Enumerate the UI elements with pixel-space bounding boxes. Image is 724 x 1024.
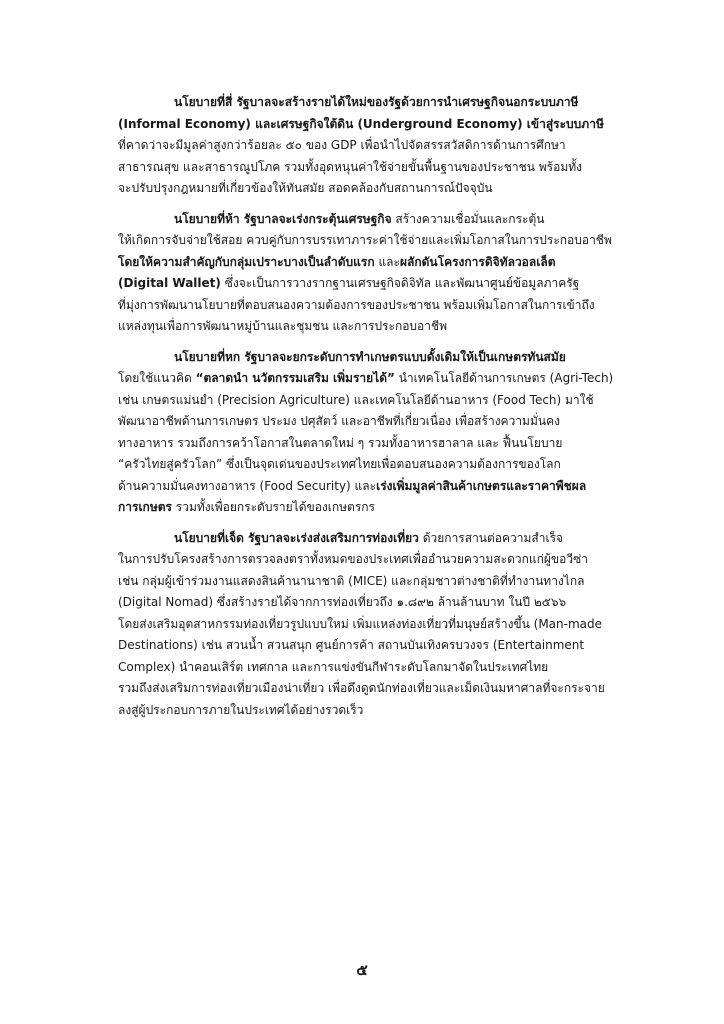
bold-text: นโยบายที่เจ็ด รัฐบาลจะเร่งส่งเสริมการท่องเที่ยว xyxy=(174,530,419,545)
body-text: รวมถึงส่งเสริมการท่องเที่ยวเมืองน่าเที่ยว เพื่อดึงดูดนักท่องเที่ยวและเม็ดเงินมหาศาลที่จะกระจาย xyxy=(118,681,605,695)
text-line xyxy=(118,178,614,200)
policy-paragraph xyxy=(118,209,614,338)
body-text: โดยใช้แนวคิด xyxy=(118,371,196,385)
text-line xyxy=(118,230,614,252)
text-line xyxy=(118,92,614,114)
text-line xyxy=(118,157,614,179)
document-body xyxy=(118,92,614,730)
text-line xyxy=(118,592,614,614)
body-text: Destinations) เช่น สวนน้ำ สวนสนุก ศูนย์การค้า สถานบันเทิงครบวงจร (Entertainment xyxy=(118,638,585,652)
body-text: โดยส่งเสริมอุตสาหกรรมท่องเที่ยวรูปแบบใหม่ เพิ่มแหล่งท่องเที่ยวที่มนุษย์สร้างขึ้น (Man-made xyxy=(118,616,603,631)
text-line xyxy=(118,635,614,657)
body-text: แหล่งทุนเพื่อการพัฒนาหมู่บ้านและชุมชน และการประกอบอาชีพ xyxy=(118,319,448,333)
text-line xyxy=(118,390,614,412)
text-line xyxy=(118,273,614,295)
body-text: ซึ่งจะเป็นการวางรากฐานเศรษฐกิจดิจิทัล และพัฒนาศูนย์ข้อมูลภาครัฐ xyxy=(220,276,580,290)
body-text: นำเทคโนโลยีด้านการเกษตร (Agri-Tech) xyxy=(394,371,614,385)
text-line xyxy=(118,571,614,593)
bold-text: โดยให้ความสำคัญกับกลุ่มเปราะบางเป็นลำดับแรก xyxy=(118,254,375,269)
text-line xyxy=(118,549,614,571)
body-text: และ xyxy=(374,254,400,269)
body-text: (Digital Nomad) ซึ่งสร้างรายได้จากการท่องเที่ยวถึง ๑.๘๙๒ ล้านล้านบาท ในปี ๒๕๖๖ xyxy=(118,595,567,609)
bold-text: “ตลาดนำ นวัตกรรมเสริม เพิ่มรายได้” xyxy=(195,371,395,385)
text-line xyxy=(118,528,614,550)
body-text: Complex) นำคอนเสิร์ต เทศกาล และการแข่งขันกีฬาระดับโลกมาจัดในประเทศไทย xyxy=(118,659,549,674)
body-text: ทางอาหาร รวมถึงการคว้าโอกาสในตลาดใหม่ ๆ รวมทั้งอาหารฮาลาล และ ฟื้นนโยบาย xyxy=(118,435,563,450)
body-text: เช่น กลุ่มผู้เข้าร่วมงานแสดงสินค้านานาชาติ (MICE) และกลุ่มชาวต่างชาติที่ทำงานทางไกล xyxy=(118,573,585,588)
body-text: สาธารณสุข และสาธารณูปโภค รวมทั้งอุดหนุนค่าใช้จ่ายขั้นพื้นฐานของประชาชน พร้อมทั้ง xyxy=(118,159,582,174)
bold-text: นโยบายที่หก รัฐบาลจะยกระดับการทำเกษตรแบบดั้งเดิมให้เป็นเกษตรทันสมัย xyxy=(174,349,566,364)
body-text: เช่น เกษตรแม่นยำ (Precision Agriculture) และเทคโนโลยีด้านอาหาร (Food Tech) มาใช้ xyxy=(118,392,594,407)
body-text: ลงสู่ผู้ประกอบการภายในประเทศได้อย่างรวดเร็ว xyxy=(118,702,364,717)
body-text: ที่มุ่งการพัฒนานโยบายที่ตอบสนองความต้องการของประชาชน พร้อมเพิ่มโอกาสในการเข้าถึง xyxy=(118,297,595,312)
body-text: ให้เกิดการจับจ่ายใช้สอย ควบคู่กับการบรรเทาภาระค่าใช้จ่ายและเพิ่มโอกาสในการประกอบอาชีพ xyxy=(118,233,612,247)
body-text: “ครัวไทยสู่ครัวโลก” ซึ่งเป็นจุดเด่นของประเทศไทยเพื่อตอบสนองความต้องการของโลก xyxy=(118,457,561,471)
body-text: ด้านความมั่นคงทางอาหาร (Food Security) และ xyxy=(118,478,377,493)
text-line xyxy=(118,454,614,476)
text-line xyxy=(118,295,614,317)
text-line xyxy=(118,678,614,700)
text-line xyxy=(118,476,614,498)
bold-text: นโยบายที่สี่ รัฐบาลจะสร้างรายได้ใหม่ของรัฐด้วยการนำเศรษฐกิจนอกระบบภาษี xyxy=(174,95,579,109)
text-line xyxy=(118,614,614,636)
text-line xyxy=(118,114,614,136)
body-text: สร้างความเชื่อมั่นและกระตุ้น xyxy=(391,211,545,226)
bold-text: (Digital Wallet) xyxy=(118,276,221,290)
text-line xyxy=(118,497,614,519)
bold-text: การเกษตร xyxy=(118,500,172,514)
text-line xyxy=(118,316,614,338)
body-text: พัฒนาอาชีพด้านการเกษตร ประมง ปศุสัตว์ และอาชีพที่เกี่ยวเนื่อง เพื่อสร้างความมั่นคง xyxy=(118,414,560,428)
text-line xyxy=(118,347,614,369)
text-line xyxy=(118,411,614,433)
body-text: ที่คาดว่าจะมีมูลค่าสูงกว่าร้อยละ ๕๐ ของ GDP เพื่อนำไปจัดสรรสวัสดิการด้านการศึกษา xyxy=(118,138,566,152)
bold-text: เร่งเพิ่มมูลค่าสินค้าเกษตรและราคาพืชผล xyxy=(376,478,587,493)
bold-text: ผลักดันโครงการดิจิทัลวอลเล็ต xyxy=(399,254,556,269)
text-line xyxy=(118,657,614,679)
page-number: ๕ xyxy=(356,961,368,979)
text-line xyxy=(118,433,614,455)
text-line xyxy=(118,252,614,274)
policy-paragraph xyxy=(118,528,614,722)
text-line xyxy=(118,209,614,231)
text-line xyxy=(118,135,614,157)
text-line xyxy=(118,368,614,390)
body-text: รวมทั้งเพื่อยกระดับรายได้ของเกษตรกร xyxy=(171,500,376,514)
text-line xyxy=(118,700,614,722)
bold-text: (Informal Economy) และเศรษฐกิจใต้ดิน (Underground Economy) เข้าสู่ระบบภาษี xyxy=(118,116,604,131)
body-text: จะปรับปรุงกฎหมายที่เกี่ยวข้องให้ทันสมัย สอดคล้องกับสถานการณ์ปัจจุบัน xyxy=(118,181,493,195)
policy-paragraph xyxy=(118,92,614,200)
policy-paragraph xyxy=(118,347,614,519)
body-text: ในการปรับโครงสร้างการตรวจลงตราทั้งหมดของประเทศเพื่ออำนวยความสะดวกแก่ผู้ขอวีซ่า xyxy=(118,552,588,566)
bold-text: นโยบายที่ห้า รัฐบาลจะเร่งกระตุ้นเศรษฐกิจ xyxy=(174,211,392,226)
body-text: ด้วยการสานต่อความสำเร็จ xyxy=(418,530,564,545)
